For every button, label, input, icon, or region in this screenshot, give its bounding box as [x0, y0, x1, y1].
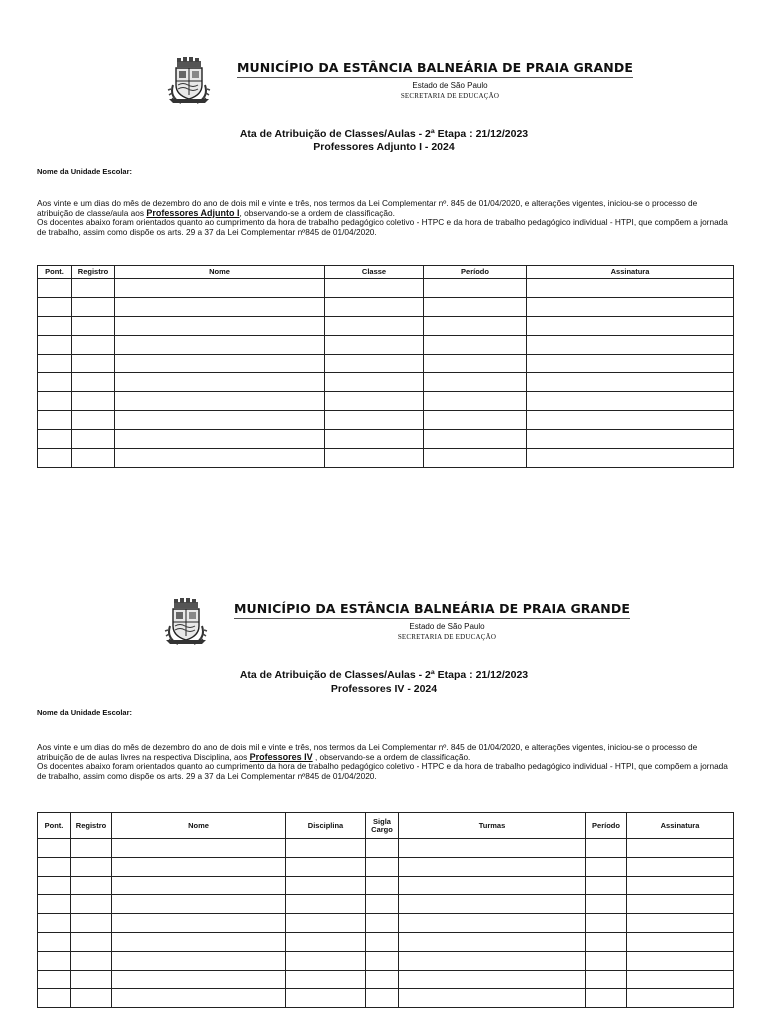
table-row	[38, 970, 734, 989]
table-cell[interactable]	[586, 876, 627, 895]
table-cell[interactable]	[115, 335, 325, 354]
col-header-periodo: Período	[586, 813, 627, 839]
table-cell[interactable]	[38, 876, 71, 895]
table-cell[interactable]	[366, 876, 399, 895]
table-cell[interactable]	[627, 857, 734, 876]
table-cell[interactable]	[325, 373, 424, 392]
table-cell[interactable]	[115, 279, 325, 298]
table-cell[interactable]	[424, 297, 527, 316]
table-cell[interactable]	[38, 411, 72, 430]
table-cell[interactable]	[112, 839, 286, 858]
table-cell[interactable]	[527, 316, 734, 335]
table-cell[interactable]	[366, 857, 399, 876]
col-header-classe: Classe	[325, 266, 424, 279]
table-row	[38, 279, 734, 298]
table-cell[interactable]	[366, 932, 399, 951]
paragraph-text: Aos vinte e um dias do mês de dezembro do ano de dois mil e vinte e três, nos termos da Lei Complementar nº. 845 de 01/04/2020, e alterações vigentes, iniciou-se o processo de atribuição de de aulas livres na respectiva Disciplina, aos	[37, 742, 698, 762]
table-cell[interactable]	[325, 279, 424, 298]
table-cell[interactable]	[115, 430, 325, 449]
table-cell[interactable]	[71, 857, 112, 876]
table-cell[interactable]	[627, 876, 734, 895]
table-cell[interactable]	[325, 411, 424, 430]
table-cell[interactable]	[424, 279, 527, 298]
table-cell[interactable]	[112, 951, 286, 970]
table-cell[interactable]	[325, 392, 424, 411]
table-cell[interactable]	[399, 839, 586, 858]
table-cell[interactable]	[399, 895, 586, 914]
attribution-table	[37, 812, 734, 1008]
table-row	[38, 297, 734, 316]
table-cell[interactable]	[38, 335, 72, 354]
table-cell[interactable]	[586, 895, 627, 914]
table-cell[interactable]	[627, 932, 734, 951]
table-cell[interactable]	[586, 914, 627, 933]
table-cell[interactable]	[527, 449, 734, 468]
table-cell[interactable]	[112, 970, 286, 989]
department-name: SECRETARIA DE EDUCAÇÃO	[400, 92, 500, 100]
table-row	[38, 839, 734, 858]
table-cell[interactable]	[115, 354, 325, 373]
table-cell[interactable]	[72, 354, 115, 373]
letterhead-text	[234, 601, 630, 641]
table-cell[interactable]	[527, 430, 734, 449]
table-cell[interactable]	[424, 392, 527, 411]
table-cell[interactable]	[38, 279, 72, 298]
table-row	[38, 857, 734, 876]
table-cell[interactable]	[424, 335, 527, 354]
table-cell[interactable]	[115, 392, 325, 411]
table-cell[interactable]	[399, 970, 586, 989]
table-row	[38, 392, 734, 411]
table-cell[interactable]	[72, 297, 115, 316]
table-cell[interactable]	[527, 392, 734, 411]
col-header-assinatura: Assinatura	[527, 266, 734, 279]
table-row	[38, 316, 734, 335]
table-row	[38, 354, 734, 373]
table-cell[interactable]	[115, 449, 325, 468]
table-cell[interactable]	[586, 970, 627, 989]
teacher-category: Professores IV	[249, 751, 313, 762]
table-cell[interactable]	[627, 839, 734, 858]
table-cell[interactable]	[366, 839, 399, 858]
col-header-registro: Registro	[71, 813, 112, 839]
table-cell[interactable]	[71, 951, 112, 970]
table-cell[interactable]	[115, 297, 325, 316]
table-row	[38, 914, 734, 933]
table-cell[interactable]	[72, 449, 115, 468]
table-cell[interactable]	[424, 373, 527, 392]
table-cell[interactable]	[112, 895, 286, 914]
table-cell[interactable]	[325, 297, 424, 316]
table-cell[interactable]	[72, 316, 115, 335]
table-cell[interactable]	[627, 970, 734, 989]
table-cell[interactable]	[72, 392, 115, 411]
table-row	[38, 373, 734, 392]
table-cell[interactable]	[72, 430, 115, 449]
table-cell[interactable]	[286, 839, 366, 858]
municipal-seal-icon	[163, 55, 215, 105]
table-cell[interactable]	[38, 392, 72, 411]
table-cell[interactable]	[286, 970, 366, 989]
state-name: Estado de São Paulo	[409, 622, 485, 631]
table-cell[interactable]	[366, 970, 399, 989]
letterhead	[163, 55, 633, 105]
table-cell[interactable]	[325, 430, 424, 449]
table-cell[interactable]	[38, 857, 71, 876]
orientation-paragraph: Os docentes abaixo foram orientados quanto ao cumprimento da hora de trabalho pedagógico coletivo - HTPC e da hora de trabalho pedagógico individual - HTPI, que compõem a jornada de trabalho, assim como dispõe os arts. 29 a 37 da Lei Complementar nº845 de 01/04/2020.	[37, 761, 728, 781]
table-cell[interactable]	[325, 354, 424, 373]
col-header-nome: Nome	[115, 266, 325, 279]
table-cell[interactable]	[527, 373, 734, 392]
document-subtitle: Professores Adjunto I - 2024	[313, 141, 455, 153]
table-cell[interactable]	[366, 895, 399, 914]
table-cell[interactable]	[115, 316, 325, 335]
table-cell[interactable]	[38, 354, 72, 373]
table-cell[interactable]	[586, 989, 627, 1008]
table-cell[interactable]	[399, 989, 586, 1008]
table-cell[interactable]	[71, 895, 112, 914]
table-cell[interactable]	[71, 876, 112, 895]
document-title: Ata de Atribuição de Classes/Aulas - 2ª Etapa : 21/12/2023	[239, 128, 529, 140]
attribution-table	[37, 265, 734, 468]
table-cell[interactable]	[38, 449, 72, 468]
document-subtitle: Professores IV - 2024	[330, 683, 438, 695]
municipal-seal-icon	[160, 596, 212, 646]
table-row	[38, 430, 734, 449]
letterhead-text	[237, 60, 633, 100]
table-cell[interactable]	[286, 876, 366, 895]
table-cell[interactable]	[366, 989, 399, 1008]
table-cell[interactable]	[115, 373, 325, 392]
table-cell[interactable]	[424, 354, 527, 373]
table-cell[interactable]	[325, 316, 424, 335]
table-cell[interactable]	[627, 951, 734, 970]
table-cell[interactable]	[399, 914, 586, 933]
municipality-name: MUNICÍPIO DA ESTÂNCIA BALNEÁRIA DE PRAIA GRANDE	[234, 601, 630, 619]
table-cell[interactable]	[586, 857, 627, 876]
table-cell[interactable]	[366, 914, 399, 933]
table-cell[interactable]	[286, 932, 366, 951]
table-cell[interactable]	[527, 335, 734, 354]
table-cell[interactable]	[72, 279, 115, 298]
table-cell[interactable]	[38, 914, 71, 933]
minutes-paragraph	[37, 743, 733, 781]
table-cell[interactable]	[115, 411, 325, 430]
table-row	[38, 449, 734, 468]
minutes-paragraph	[37, 199, 733, 237]
table-cell[interactable]	[71, 970, 112, 989]
table-cell[interactable]	[366, 951, 399, 970]
table-cell[interactable]	[325, 335, 424, 354]
table-cell[interactable]	[71, 932, 112, 951]
table-cell[interactable]	[38, 373, 72, 392]
table-row	[38, 932, 734, 951]
table-cell[interactable]	[527, 279, 734, 298]
col-header-registro: Registro	[72, 266, 115, 279]
table-cell[interactable]	[399, 951, 586, 970]
table-cell[interactable]	[71, 989, 112, 1008]
paragraph-text-end: , observando-se a ordem de classificação.	[312, 751, 471, 762]
table-cell[interactable]	[112, 989, 286, 1008]
col-header-disciplina: Disciplina	[286, 813, 366, 839]
col-header-periodo: Período	[424, 266, 527, 279]
orientation-paragraph: Os docentes abaixo foram orientados quanto ao cumprimento da hora de trabalho pedagógico coletivo - HTPC e da hora de trabalho pedagógico individual - HTPI, que compõem a jornada de trabalho, assim como dispõe os arts. 29 a 37 da Lei Complementar nº845 de 01/04/2020.	[37, 217, 728, 237]
table-cell[interactable]	[38, 430, 72, 449]
table-cell[interactable]	[627, 989, 734, 1008]
table-cell[interactable]	[286, 857, 366, 876]
table-cell[interactable]	[286, 895, 366, 914]
table-cell[interactable]	[38, 316, 72, 335]
letterhead	[160, 596, 630, 646]
table-cell[interactable]	[399, 876, 586, 895]
table-cell[interactable]	[38, 932, 71, 951]
table-cell[interactable]	[424, 430, 527, 449]
table-cell[interactable]	[286, 989, 366, 1008]
table-cell[interactable]	[72, 411, 115, 430]
municipality-name: MUNICÍPIO DA ESTÂNCIA BALNEÁRIA DE PRAIA GRANDE	[237, 60, 633, 78]
col-header-assinatura: Assinatura	[627, 813, 734, 839]
table-cell[interactable]	[38, 970, 71, 989]
col-header-pont: Pont.	[38, 266, 72, 279]
school-name-label: Nome da Unidade Escolar:	[37, 167, 133, 176]
table-cell[interactable]	[527, 297, 734, 316]
table-row	[38, 411, 734, 430]
table-cell[interactable]	[424, 316, 527, 335]
table-cell[interactable]	[627, 914, 734, 933]
table-cell[interactable]	[424, 411, 527, 430]
table-row	[38, 335, 734, 354]
table-cell[interactable]	[424, 449, 527, 468]
table-cell[interactable]	[38, 989, 71, 1008]
col-header-turmas: Turmas	[399, 813, 586, 839]
table-cell[interactable]	[38, 297, 72, 316]
table-cell[interactable]	[586, 839, 627, 858]
paragraph-text: Aos vinte e um dias do mês de dezembro do ano de dois mil e vinte e três, nos termos da Lei Complementar nº. 845 de 01/04/2020, e alterações vigentes, iniciou-se o processo de atribuição de classe/aula aos	[37, 198, 698, 218]
col-header-nome: Nome	[112, 813, 286, 839]
table-cell[interactable]	[72, 373, 115, 392]
table-cell[interactable]	[286, 951, 366, 970]
table-cell[interactable]	[527, 411, 734, 430]
table-row	[38, 876, 734, 895]
table-cell[interactable]	[286, 914, 366, 933]
department-name: SECRETARIA DE EDUCAÇÃO	[397, 633, 497, 641]
table-cell[interactable]	[399, 932, 586, 951]
table-row	[38, 951, 734, 970]
table-cell[interactable]	[38, 895, 71, 914]
document-title: Ata de Atribuição de Classes/Aulas - 2ª Etapa : 21/12/2023	[239, 669, 529, 681]
table-row	[38, 895, 734, 914]
paragraph-text-end: , observando-se a ordem de classificação.	[239, 207, 395, 218]
table-cell[interactable]	[586, 932, 627, 951]
state-name: Estado de São Paulo	[412, 81, 488, 90]
table-cell[interactable]	[38, 839, 71, 858]
teacher-category: Professores Adjunto I	[146, 207, 240, 218]
table-row	[38, 989, 734, 1008]
school-name-label: Nome da Unidade Escolar:	[37, 708, 133, 717]
table-cell[interactable]	[627, 895, 734, 914]
table-cell[interactable]	[71, 914, 112, 933]
table-cell[interactable]	[112, 857, 286, 876]
table-cell[interactable]	[325, 449, 424, 468]
col-header-sigla-cargo: Sigla Cargo	[366, 813, 399, 839]
table-cell[interactable]	[38, 951, 71, 970]
col-header-pont: Pont.	[38, 813, 71, 839]
table-cell[interactable]	[586, 951, 627, 970]
table-cell[interactable]	[112, 914, 286, 933]
table-cell[interactable]	[71, 839, 112, 858]
table-cell[interactable]	[72, 335, 115, 354]
table-cell[interactable]	[399, 857, 586, 876]
table-cell[interactable]	[527, 354, 734, 373]
table-cell[interactable]	[112, 932, 286, 951]
table-cell[interactable]	[112, 876, 286, 895]
